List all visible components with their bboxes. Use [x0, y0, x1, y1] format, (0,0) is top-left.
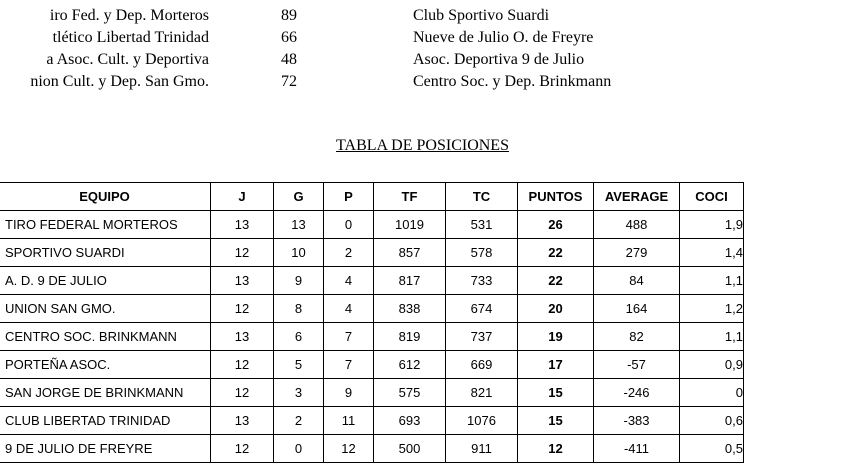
points-cell: 26: [518, 211, 594, 239]
played-cell: 12: [211, 435, 274, 463]
away-team: Nueve de Julio O. de Freyre: [413, 29, 594, 46]
points-against-cell: 674: [446, 295, 518, 323]
points-for-cell: 693: [374, 407, 446, 435]
match-score: 66: [281, 29, 297, 46]
home-team: iro Fed. y Dep. Morteros: [49, 7, 209, 24]
match-result-row: [0, 71, 720, 93]
points-against-cell: 737: [446, 323, 518, 351]
won-cell: 5: [274, 351, 324, 379]
lost-cell: 7: [324, 351, 374, 379]
average-cell: -246: [594, 379, 680, 407]
team-cell: PORTEÑA ASOC.: [0, 351, 211, 379]
points-for-cell: 500: [374, 435, 446, 463]
average-cell: -383: [594, 407, 680, 435]
team-cell: 9 DE JULIO DE FREYRE: [0, 435, 211, 463]
column-header-played: J: [211, 183, 274, 211]
won-cell: 2: [274, 407, 324, 435]
lost-cell: 11: [324, 407, 374, 435]
coefficient-cell: 0,6: [680, 407, 744, 435]
average-cell: 279: [594, 239, 680, 267]
played-cell: 13: [211, 323, 274, 351]
points-cell: 17: [518, 351, 594, 379]
points-for-cell: 857: [374, 239, 446, 267]
coefficient-cell: 1,2: [680, 295, 744, 323]
table-row: [0, 267, 744, 295]
table-row: [0, 379, 744, 407]
team-cell: SAN JORGE DE BRINKMANN: [0, 379, 211, 407]
table-header-row: [0, 183, 744, 211]
home-team: nion Cult. y Dep. San Gmo.: [30, 73, 209, 90]
lost-cell: 2: [324, 239, 374, 267]
table-row: [0, 239, 744, 267]
coefficient-cell: 0: [680, 379, 744, 407]
match-result-row: [0, 5, 720, 27]
points-cell: 15: [518, 379, 594, 407]
match-result-row: [0, 27, 720, 49]
points-for-cell: 1019: [374, 211, 446, 239]
table-row: [0, 295, 744, 323]
lost-cell: 0: [324, 211, 374, 239]
lost-cell: 7: [324, 323, 374, 351]
column-header-lost: P: [324, 183, 374, 211]
column-header-points: PUNTOS: [518, 183, 594, 211]
points-for-cell: 612: [374, 351, 446, 379]
average-cell: 84: [594, 267, 680, 295]
column-header-points-for: TF: [374, 183, 446, 211]
points-against-cell: 669: [446, 351, 518, 379]
won-cell: 8: [274, 295, 324, 323]
points-cell: 20: [518, 295, 594, 323]
away-team: Centro Soc. y Dep. Brinkmann: [413, 73, 612, 90]
played-cell: 12: [211, 379, 274, 407]
table-row: [0, 351, 744, 379]
table-row: [0, 323, 744, 351]
average-cell: 488: [594, 211, 680, 239]
standings-table: [0, 182, 744, 463]
table-row: [0, 435, 744, 463]
points-for-cell: 575: [374, 379, 446, 407]
points-cell: 19: [518, 323, 594, 351]
coefficient-cell: 0,5: [680, 435, 744, 463]
team-cell: A. D. 9 DE JULIO: [0, 267, 211, 295]
table-title: TABLA DE POSICIONES: [336, 137, 509, 154]
match-results: [0, 5, 720, 93]
lost-cell: 12: [324, 435, 374, 463]
column-header-points-against: TC: [446, 183, 518, 211]
played-cell: 13: [211, 407, 274, 435]
coefficient-cell: 1,1: [680, 323, 744, 351]
coefficient-cell: 1,1: [680, 267, 744, 295]
points-against-cell: 578: [446, 239, 518, 267]
points-for-cell: 817: [374, 267, 446, 295]
team-cell: UNION SAN GMO.: [0, 295, 211, 323]
home-team: tlético Libertad Trinidad: [52, 29, 209, 46]
points-for-cell: 838: [374, 295, 446, 323]
average-cell: 164: [594, 295, 680, 323]
won-cell: 3: [274, 379, 324, 407]
coefficient-cell: 1,4: [680, 239, 744, 267]
lost-cell: 4: [324, 295, 374, 323]
average-cell: 82: [594, 323, 680, 351]
match-score: 89: [281, 7, 297, 24]
table-row: [0, 211, 744, 239]
points-against-cell: 911: [446, 435, 518, 463]
column-header-team: EQUIPO: [0, 183, 211, 211]
played-cell: 13: [211, 211, 274, 239]
points-against-cell: 821: [446, 379, 518, 407]
match-result-row: [0, 49, 720, 71]
won-cell: 13: [274, 211, 324, 239]
won-cell: 6: [274, 323, 324, 351]
played-cell: 12: [211, 295, 274, 323]
won-cell: 10: [274, 239, 324, 267]
points-cell: 22: [518, 267, 594, 295]
points-against-cell: 1076: [446, 407, 518, 435]
column-header-coefficient: COCI: [680, 183, 744, 211]
points-for-cell: 819: [374, 323, 446, 351]
points-cell: 12: [518, 435, 594, 463]
points-cell: 15: [518, 407, 594, 435]
match-score: 48: [281, 51, 297, 68]
lost-cell: 4: [324, 267, 374, 295]
average-cell: -57: [594, 351, 680, 379]
away-team: Asoc. Deportiva 9 de Julio: [413, 51, 585, 68]
coefficient-cell: 1,9: [680, 211, 744, 239]
table-row: [0, 407, 744, 435]
column-header-average: AVERAGE: [594, 183, 680, 211]
points-cell: 22: [518, 239, 594, 267]
played-cell: 12: [211, 239, 274, 267]
points-against-cell: 531: [446, 211, 518, 239]
team-cell: CLUB LIBERTAD TRINIDAD: [0, 407, 211, 435]
won-cell: 0: [274, 435, 324, 463]
played-cell: 12: [211, 351, 274, 379]
points-against-cell: 733: [446, 267, 518, 295]
team-cell: TIRO FEDERAL MORTEROS: [0, 211, 211, 239]
match-score: 72: [281, 73, 297, 90]
column-header-won: G: [274, 183, 324, 211]
lost-cell: 9: [324, 379, 374, 407]
coefficient-cell: 0,9: [680, 351, 744, 379]
home-team: a Asoc. Cult. y Deportiva: [46, 51, 209, 68]
average-cell: -411: [594, 435, 680, 463]
team-cell: CENTRO SOC. BRINKMANN: [0, 323, 211, 351]
played-cell: 13: [211, 267, 274, 295]
away-team: Club Sportivo Suardi: [413, 7, 550, 24]
team-cell: SPORTIVO SUARDI: [0, 239, 211, 267]
won-cell: 9: [274, 267, 324, 295]
